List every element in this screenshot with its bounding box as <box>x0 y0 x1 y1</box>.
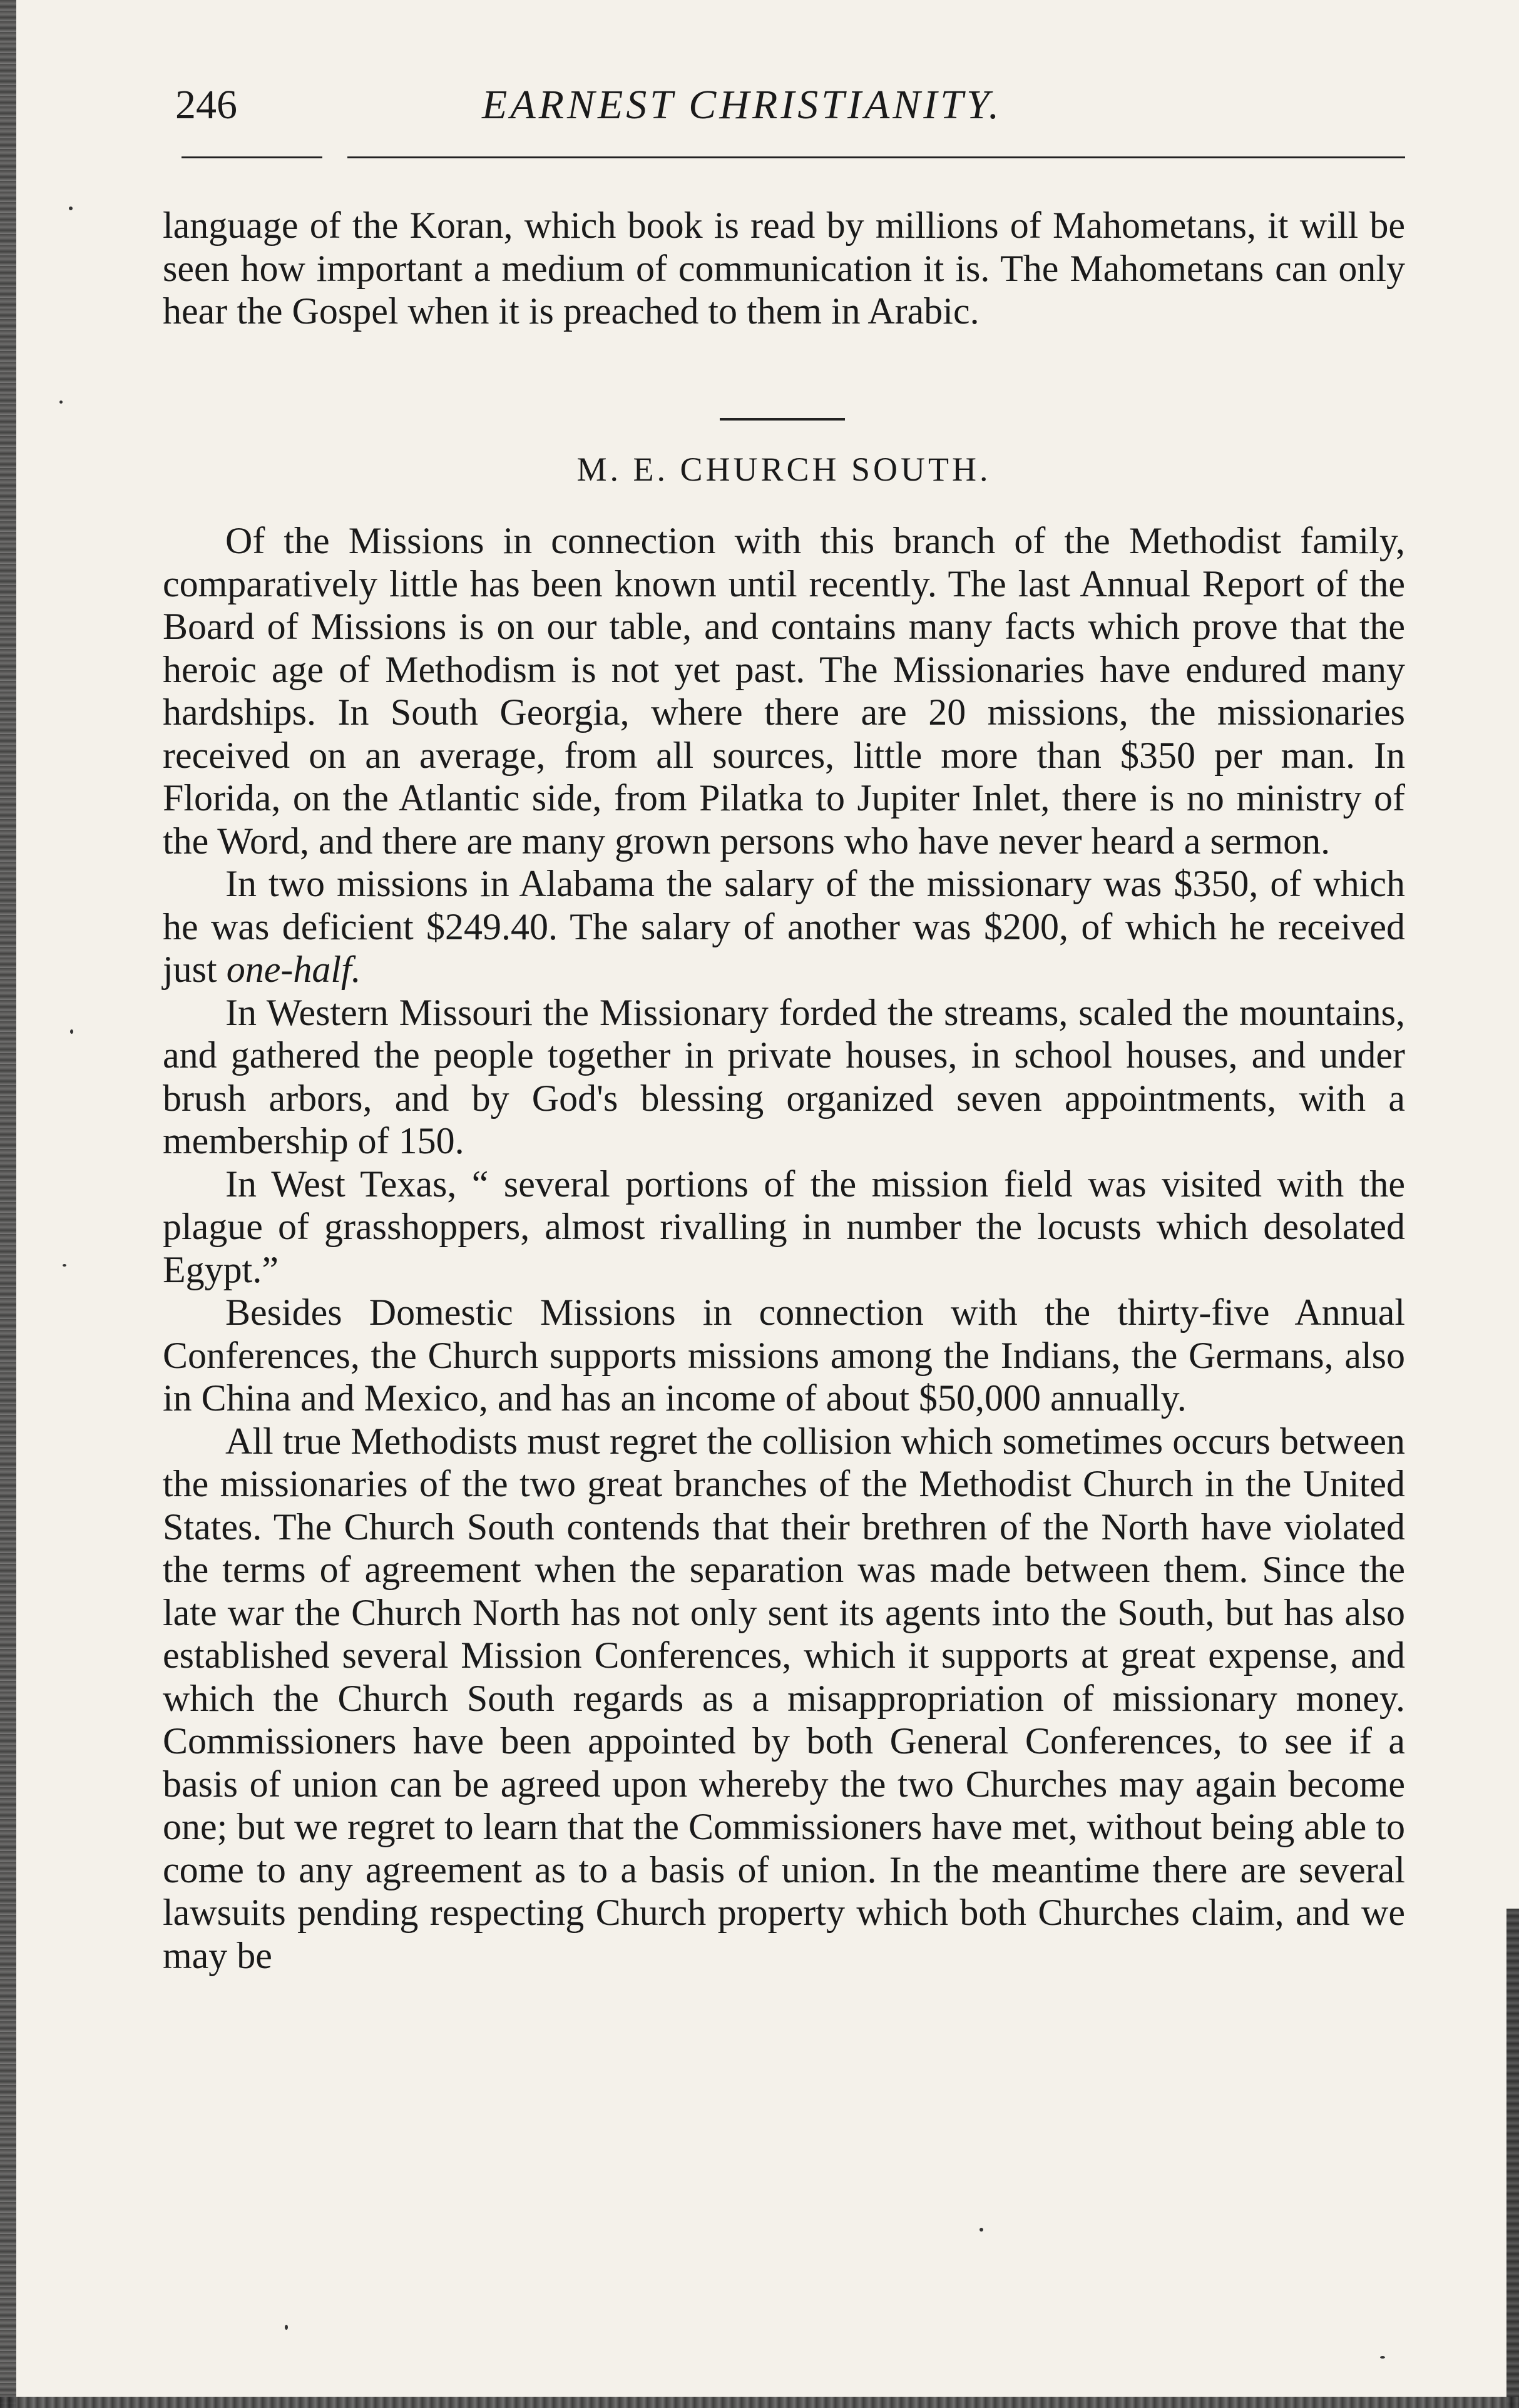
paragraph-2 <box>163 862 1405 991</box>
paragraph-2-emphasis: one-half. <box>226 949 361 990</box>
page-number: 246 <box>175 82 237 128</box>
paragraph-2-text: In two missions in Alabama the salary of the missionary was $350, of which he was deficient $249.40. The salary of another was $200, of which he received just <box>163 863 1405 990</box>
section-heading: M. E. CHURCH SOUTH. <box>576 451 991 488</box>
scan-speck <box>1380 2356 1385 2359</box>
paragraph-3: In Western Missouri the Missionary forded the streams, scaled the mountains, and gathered the people together in private houses, in school houses, and under brush arbors, and by God's blessing organized seven appointments, with a membership of 150. <box>163 991 1405 1161</box>
page-bottom-edge-shadow <box>0 2397 1519 2408</box>
running-title: EARNEST CHRISTIANITY. <box>482 82 1003 128</box>
page-header <box>169 74 1408 136</box>
scan-speck <box>979 2228 983 2232</box>
paragraph-1: Of the Missions in connection with this branch of the Methodist family, comparatively little has been known until recently. The last Annual Report of the Board of Missions is on our table, and contains many facts which prove that the heroic age of Methodism is not yet past. The Missionaries have endured many hardships. In South Georgia, where there are 20 missions, the missionaries received on an average, from all sources, little more than $350 per man. In Florida, on the Atlantic side, from Pilatka to Jupiter Inlet, there is no ministry of the Word, and there are many grown persons who have never heard a sermon. <box>163 520 1405 862</box>
paragraph-6: All true Methodists must regret the collision which sometimes occurs between the missionaries of the two great branches of the Methodist Church in the United States. The Church South contends that their brethren of the North have violated the terms of agreement when the separation was made between them. Since the late war the Church North has not only sent its agents into the South, but has also established several Mission Conferences, which it supports at great expense, and which the Church South regards as a misappropriation of missionary money. Commissioners have been appointed by both General Conferences, to see if a basis of union can be agreed upon whereby the two Churches may again become one; but we regret to learn that the Commissioners have met, without being able to come to any agreement as to a basis of union. In the meantime there are several lawsuits pending respecting Church property which both Churches claim, and we may be <box>163 1420 1405 1976</box>
header-rule-right <box>347 156 1405 158</box>
page-right-edge-shadow <box>1506 1909 1519 2408</box>
article-body <box>163 519 1405 1977</box>
paragraph-4: In West Texas, “ several portions of the mission field was visited with the plague of grasshoppers, almost rivalling in number the locusts which desolated Egypt.” <box>163 1163 1405 1290</box>
intro-text <box>163 204 1405 333</box>
scan-speck <box>69 207 73 210</box>
scan-speck <box>285 2325 288 2330</box>
scan-speck <box>63 1264 66 1267</box>
paragraph-5: Besides Domestic Missions in connection with the thirty-five Annual Conferences, the Church supports missions among the Indians, the Germans, also in China and Mexico, and has an income of about $50,000 annually. <box>163 1292 1405 1419</box>
page-left-edge-shadow <box>0 0 16 2408</box>
scan-speck <box>59 400 63 404</box>
section-divider <box>720 418 845 421</box>
header-rule-left <box>182 156 322 158</box>
scan-speck <box>70 1029 73 1034</box>
intro-paragraph: language of the Koran, which book is read by millions of Mahometans, it will be seen how important a medium of communication it is. The Mahometans can only hear the Gospel when it is preached to them in Arabic. <box>163 205 1405 332</box>
